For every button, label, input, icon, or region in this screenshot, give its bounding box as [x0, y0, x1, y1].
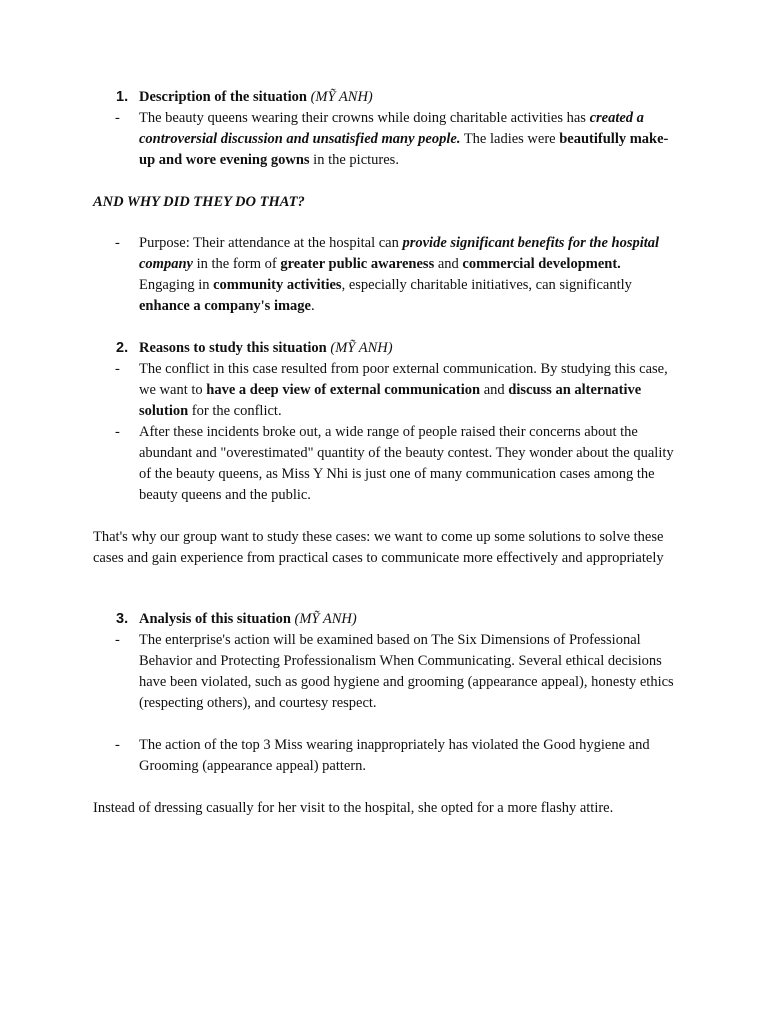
- text-run: The ladies were: [460, 131, 560, 147]
- bullet-text: [139, 233, 675, 317]
- bullet-dash: -: [115, 632, 120, 648]
- text-run: Purpose: Their attendance at the hospital can: [139, 235, 403, 251]
- text-run-bold: greater public awareness: [280, 256, 435, 272]
- purpose-bullet: [115, 233, 675, 317]
- section-2-bullet-2: [115, 422, 675, 506]
- text-run-bold: enhance a company's image: [139, 298, 311, 314]
- text-run-bold-italic: provide significant benefits for the hospital company: [139, 235, 660, 272]
- section-3-number: 3.: [116, 611, 129, 627]
- text-run: and: [434, 256, 463, 272]
- section-3-title: Analysis of this situation: [139, 611, 291, 627]
- section-3-heading: [116, 609, 357, 630]
- text-run-bold: have a deep view of external communication: [206, 382, 481, 398]
- closing-paragraph: Instead of dressing casually for her visit to the hospital, she opted for a more flashy attire.: [93, 800, 614, 816]
- bullet-dash: -: [115, 361, 120, 377]
- section-1-title: Description of the situation: [139, 89, 307, 105]
- text-run: , especially charitable initiatives, can significantly: [341, 277, 632, 293]
- section-2-bullet-1: [115, 359, 675, 422]
- section-3-author: (MỸ ANH): [294, 611, 357, 627]
- text-run: in the pictures.: [309, 152, 399, 168]
- text-run: and: [480, 382, 509, 398]
- bullet-dash: -: [115, 235, 120, 251]
- section-2-heading: [116, 338, 393, 359]
- text-run: .: [310, 298, 315, 314]
- bullet-dash: -: [115, 110, 120, 126]
- text-run-bold-italic: created a controversial discussion and unsatisfied many people.: [139, 110, 644, 147]
- text-run-bold: beautifully make-up and wore evening gowns: [139, 131, 669, 168]
- section-2-author: (MỸ ANH): [330, 340, 393, 356]
- bullet-dash: -: [115, 424, 120, 440]
- text-run: for the conflict.: [188, 403, 282, 419]
- section-2-number: 2.: [116, 340, 129, 356]
- bullet-text: After these incidents broke out, a wide range of people raised their concerns about the abundant and "overestimated" quantity of the beauty contest. They wonder about the quality of the beauty queens, as Miss Y Nhi is just one of many communication cases among the beauty queens and the public.: [139, 424, 674, 503]
- section-1-heading: [116, 87, 373, 108]
- section-3-bullet-2: [115, 735, 675, 777]
- text-run-bold: discuss an alternative solution: [139, 382, 642, 419]
- bullet-text: The action of the top 3 Miss wearing inappropriately has violated the Good hygiene and Grooming (appearance appeal) pattern.: [139, 737, 650, 774]
- why-heading-text: AND WHY DID THEY DO THAT?: [93, 194, 305, 210]
- bullet-text: [139, 108, 675, 171]
- section-3-bullet-1: [115, 630, 675, 714]
- group-paragraph: That's why our group want to study these cases: we want to come up some solutions to solve these cases and gain experience from practical cases to communicate more effectively and appropriately: [93, 529, 664, 566]
- text-run: The beauty queens wearing their crowns while doing charitable activities has: [139, 110, 590, 126]
- why-heading: [93, 192, 693, 213]
- section-1-author: (MỸ ANH): [310, 89, 373, 105]
- section-1-bullet-1: [115, 108, 675, 171]
- section-2-title: Reasons to study this situation: [139, 340, 327, 356]
- text-run: in the form of: [192, 256, 281, 272]
- text-run: The conflict in this case resulted from poor external communication. By studying this case, we want to: [139, 361, 668, 398]
- bullet-text: The enterprise's action will be examined based on The Six Dimensions of Professional Behavior and Protecting Professionalism When Communicating. Several ethical decisions have been violated, such as good hygiene and grooming (appearance appeal), honesty ethics (respecting others), and courtesy respect.: [139, 632, 674, 711]
- bullet-dash: -: [115, 737, 120, 753]
- text-run-bold: community activities: [213, 277, 342, 293]
- text-run-bold: commercial development.: [462, 256, 621, 272]
- text-run: Engaging in: [139, 277, 214, 293]
- section-1-number: 1.: [116, 89, 129, 105]
- bullet-text: [139, 359, 675, 422]
